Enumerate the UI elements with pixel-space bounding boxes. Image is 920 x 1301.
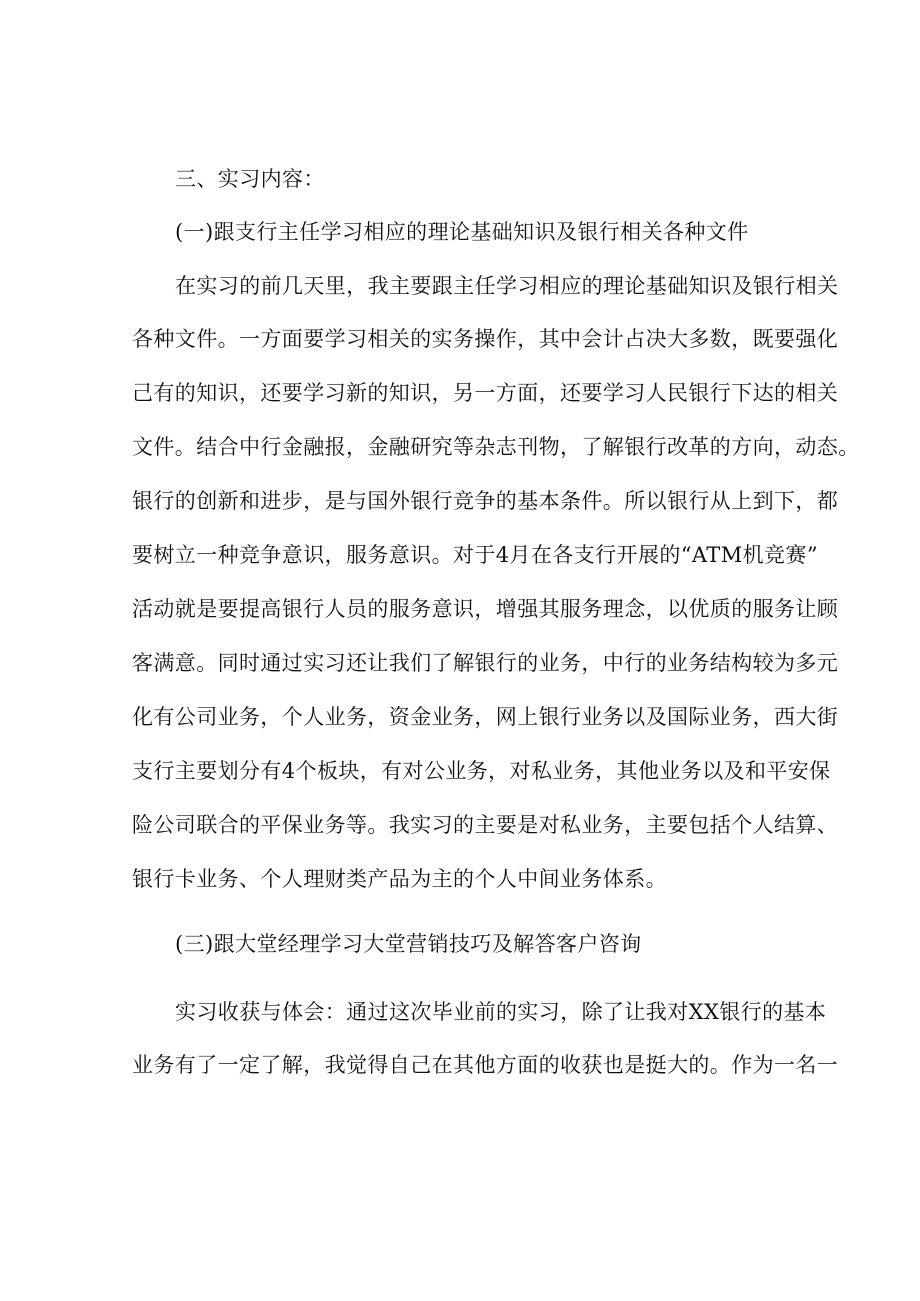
paragraph-line: 支行主要划分有4个板块，有对公业务，对私业务，其他业务以及和平安保 <box>132 759 831 783</box>
paragraph-line: 银行卡业务、个人理财类产品为主的个人中间业务体系。 <box>132 867 667 891</box>
paragraph-line: 实习收获与体会：通过这次毕业前的实习，除了让我对XX银行的基本 <box>175 1000 827 1024</box>
paragraph-line: 在实习的前几天里，我主要跟主任学习相应的理论基础知识及银行相关 <box>175 274 839 298</box>
paragraph-line: 文件。结合中行金融报，金融研究等杂志刊物，了解银行改革的方向，动态。 <box>132 435 860 459</box>
paragraph-line: 各种文件。一方面要学习相关的实务操作，其中会计占决大多数，既要强化 <box>132 327 839 351</box>
paragraph-line: 活动就是要提高银行人员的服务意识，增强其服务理念，以优质的服务让顾 <box>132 597 839 621</box>
paragraph-line: 要树立一种竞争意识，服务意识。对于4月在各支行开展的“ATM机竞赛” <box>132 543 818 567</box>
paragraph-line: 险公司联合的平保业务等。我实习的主要是对私业务，主要包括个人结算、 <box>132 813 839 837</box>
subheading-3: (三)跟大堂经理学习大堂营销技巧及解答客户咨询 <box>175 932 642 956</box>
subheading-1: (一)跟支行主任学习相应的理论基础知识及银行相关各种文件 <box>175 220 749 244</box>
paragraph-line: 业务有了一定了解，我觉得自己在其他方面的收获也是挺大的。作为一名一 <box>132 1053 839 1077</box>
paragraph-line: 客满意。同时通过实习还让我们了解银行的业务，中行的业务结构较为多元 <box>132 651 839 675</box>
paragraph-line: 银行的创新和进步，是与国外银行竞争的基本条件。所以银行从上到下，都 <box>132 489 839 513</box>
section-heading: 三、实习内容： <box>175 167 325 191</box>
paragraph-line: 化有公司业务，个人业务，资金业务，网上银行业务以及国际业务，西大街 <box>132 705 839 729</box>
paragraph-line: 己有的知识，还要学习新的知识，另一方面，还要学习人民银行下达的相关 <box>132 381 839 405</box>
